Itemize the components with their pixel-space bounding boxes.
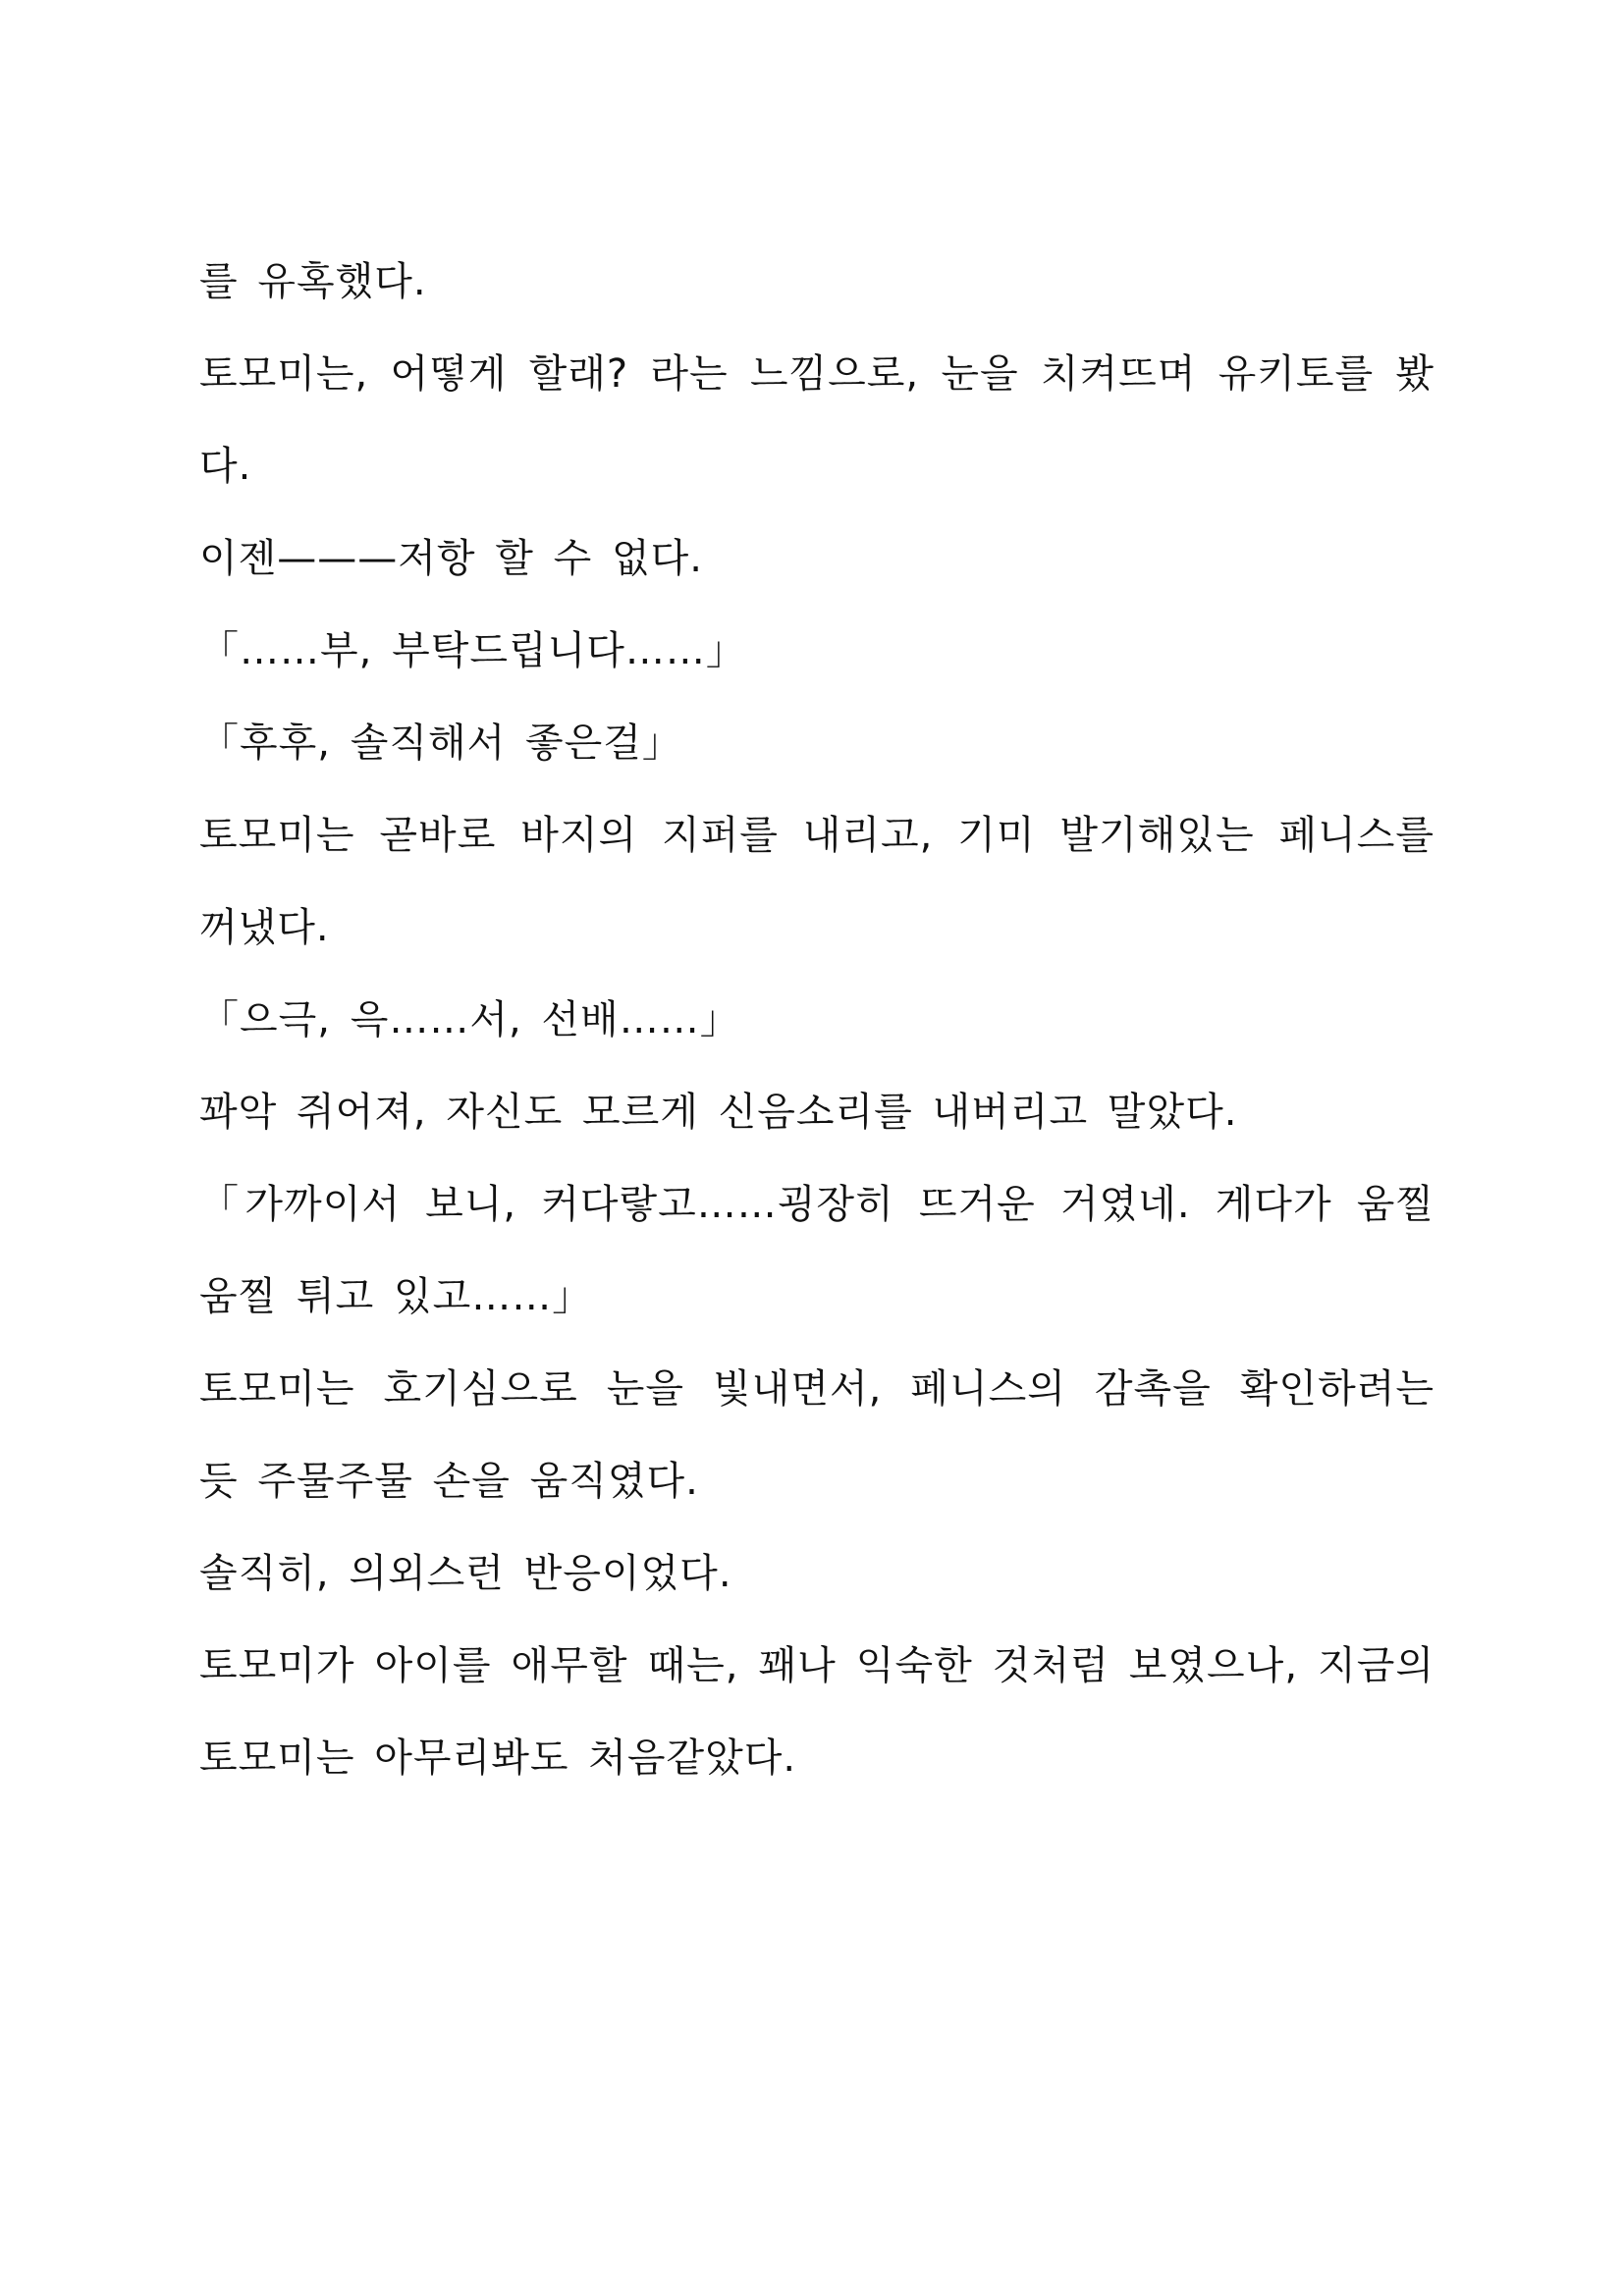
paragraph-12: 토모미가 아이를 애무할 때는, 꽤나 익숙한 것처럼 보였으나, 지금의 토모미는 아무리봐도 처음같았다. xyxy=(199,1643,1435,1781)
paragraph-10: 토모미는 호기심으로 눈을 빛내면서, 페니스의 감촉을 확인하려는 듯 주물주물 손을 움직였다. xyxy=(199,1366,1435,1504)
paragraph-5: 「후후, 솔직해서 좋은걸」 xyxy=(199,721,682,766)
paragraph-11: 솔직히, 의외스런 반응이었다. xyxy=(199,1551,732,1596)
paragraph-4: 「……부, 부탁드립니다……」 xyxy=(199,628,746,673)
paragraph-7: 「으극, 윽……서, 선배……」 xyxy=(199,997,740,1042)
paragraph-8: 꽈악 쥐어져, 자신도 모르게 신음소리를 내버리고 말았다. xyxy=(199,1090,1238,1135)
paragraph-2: 토모미는, 어떻게 할래? 라는 느낌으로, 눈을 치켜뜨며 유키토를 봤다. xyxy=(199,351,1435,489)
body-text xyxy=(199,236,1435,1804)
paragraph-1: 를 유혹했다. xyxy=(199,259,427,304)
paragraph-6: 토모미는 곧바로 바지의 지퍼를 내리고, 기미 발기해있는 페니스를 꺼냈다. xyxy=(199,813,1435,950)
paragraph-3: 이젠———저항 할 수 없다. xyxy=(199,536,703,581)
paragraph-9: 「가까이서 보니, 커다랗고……굉장히 뜨거운 거였네. 게다가 움찔움찔 튀고 있고……」 xyxy=(199,1182,1435,1319)
